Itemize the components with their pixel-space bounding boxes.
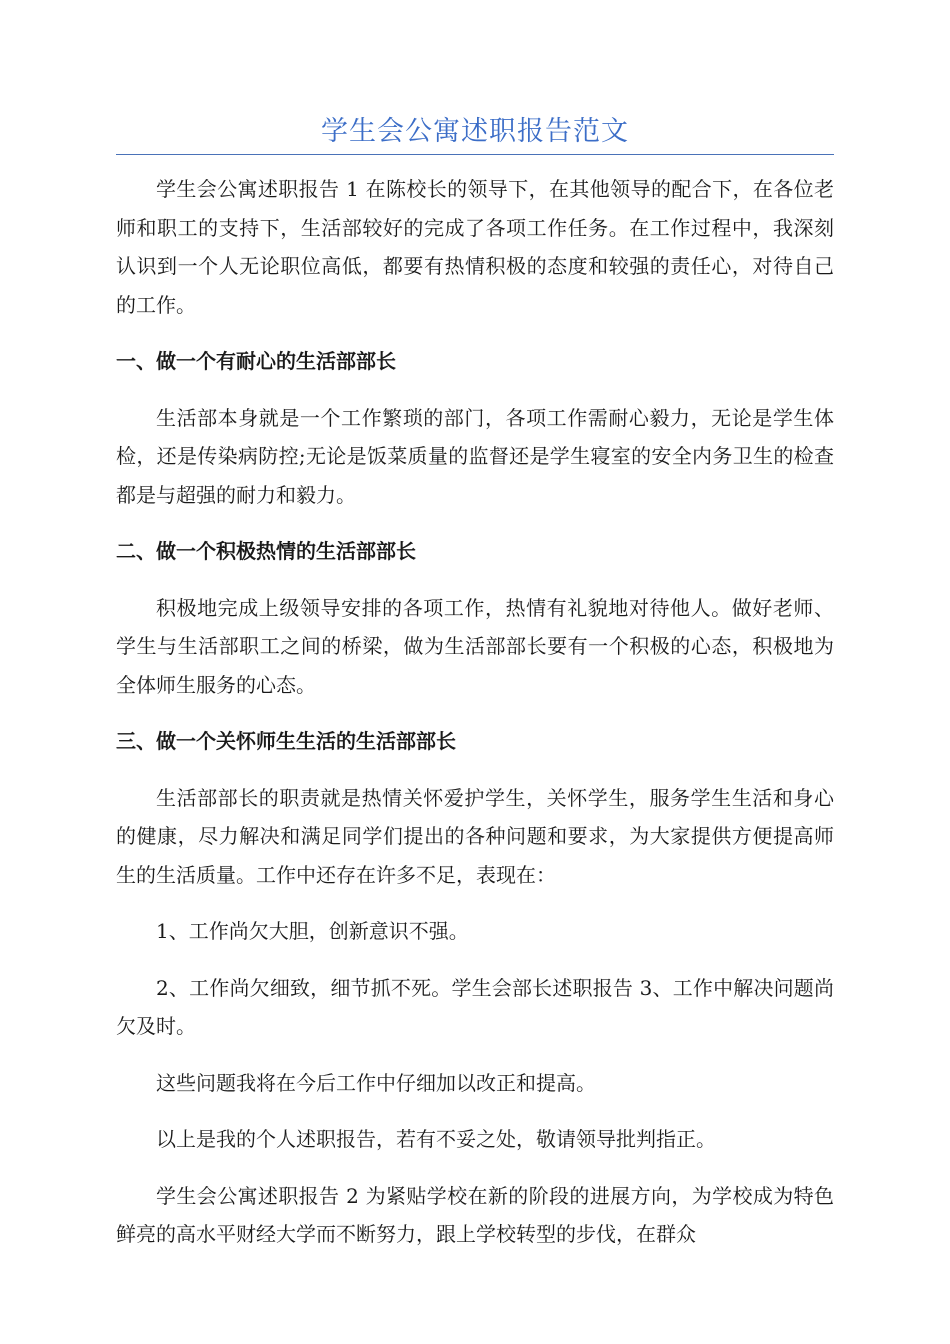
paragraph-care: 生活部部长的职责就是热情关怀爱护学生，关怀学生，服务学生生活和身心的健康，尽力解决和满足同学们提出的各种问题和要求，为大家提供方便提高师生的生活质量。工作中还存在许多不足，表现在： — [116, 785, 834, 887]
section-heading-2: 二、做一个积极热情的生活部部长 — [116, 539, 416, 563]
paragraph-closing: 以上是我的个人述职报告，若有不妥之处，敬请领导批判指正。 — [156, 1127, 716, 1151]
section-heading-1: 一、做一个有耐心的生活部部长 — [116, 349, 396, 373]
list-item-2: 2、工作尚欠细致，细节抓不死。学生会部长述职报告 3、工作中解决问题尚欠及时。 — [116, 975, 834, 1038]
paragraph-enthusiasm: 积极地完成上级领导安排的各项工作，热情有礼貌地对待他人。做好老师、学生与生活部职工之间的桥梁，做为生活部部长要有一个积极的心态，积极地为全体师生服务的心态。 — [116, 595, 834, 697]
section-heading-3: 三、做一个关怀师生生活的生活部部长 — [116, 729, 456, 753]
document-body — [116, 170, 834, 1272]
paragraph-report-2: 学生会公寓述职报告 2 为紧贴学校在新的阶段的进展方向，为学校成为特色鲜亮的高水平财经大学而不断努力，跟上学校转型的步伐，在群众 — [116, 1183, 834, 1246]
paragraph-patience: 生活部本身就是一个工作繁琐的部门，各项工作需耐心毅力，无论是学生体检，还是传染病防控;无论是饭菜质量的监督还是学生寝室的安全内务卫生的检查都是与超强的耐力和毅力。 — [116, 405, 834, 507]
list-item-1: 1、工作尚欠大胆，创新意识不强。 — [156, 919, 469, 943]
paragraph-intro: 学生会公寓述职报告 1 在陈校长的领导下，在其他领导的配合下，在各位老师和职工的支持下，生活部较好的完成了各项工作任务。在工作过程中，我深刻认识到一个人无论职位高低，都要有热情积极的态度和较强的责任心，对待自己的工作。 — [116, 177, 834, 317]
title-underline — [116, 154, 834, 155]
paragraph-improve: 这些问题我将在今后工作中仔细加以改正和提高。 — [156, 1070, 596, 1095]
document-title: 学生会公寓述职报告范文 — [321, 116, 629, 147]
